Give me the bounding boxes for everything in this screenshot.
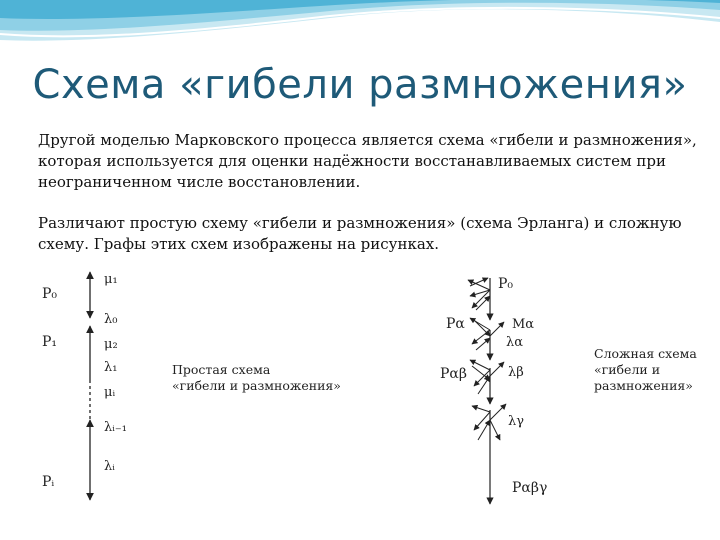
state-p0-label: P₀ (42, 286, 58, 302)
simple-scheme-graph (42, 272, 127, 500)
simple-scheme-caption (172, 362, 372, 394)
state-p-alpha-label: Pα (446, 316, 465, 332)
state-p-alpha-beta-label: Pαβ (440, 366, 467, 382)
simple-scheme-caption-line1: Простая схема (172, 362, 271, 377)
rate-lambda-alpha-label: λα (506, 335, 524, 350)
paragraph-scheme-types: Различают простую схему «гибели и размножения» (схема Эрланга) и сложную схему. Графы этих схем изображены на рисунках. (38, 214, 682, 253)
rate-lambda-i-label: λᵢ (104, 459, 115, 474)
complex-scheme-caption-line1: Сложная схема (594, 346, 697, 361)
paragraph-markov-model: Другой моделью Марковского процесса является схема «гибели и размножения», которая используется для оценки надёжности восстанавливаемых систем при неограниченном числе восстановлении. (38, 131, 697, 191)
slide-title: Схема «гибели размножения» (32, 62, 688, 108)
complex-scheme-caption-line2: «гибели и (594, 362, 661, 377)
rate-lambda-gamma-label: λγ (508, 414, 525, 429)
state-p0-label: P₀ (498, 276, 514, 292)
rate-lambda-beta-label: λβ (508, 365, 524, 380)
state-p1-label: P₁ (42, 334, 58, 350)
rate-mu1-label: μ₁ (104, 272, 118, 287)
complex-scheme-caption (594, 346, 719, 394)
rate-m-alpha-label: Mα (512, 317, 535, 332)
state-p-alpha-beta-gamma-label: Pαβγ (512, 480, 548, 496)
complex-scheme-graph (440, 276, 547, 504)
rate-lambda0-label: λ₀ (104, 312, 118, 327)
rate-lambda1-label: λ₁ (104, 360, 118, 375)
rate-lambda-i-minus-1-label: λᵢ₋₁ (104, 420, 127, 435)
rate-mui-label: μᵢ (104, 385, 116, 400)
state-pi-label: Pᵢ (42, 474, 55, 490)
complex-scheme-caption-line3: размножения» (594, 378, 693, 393)
rate-mu2-label: μ₂ (104, 337, 118, 352)
simple-scheme-caption-line2: «гибели и размножения» (172, 378, 341, 393)
